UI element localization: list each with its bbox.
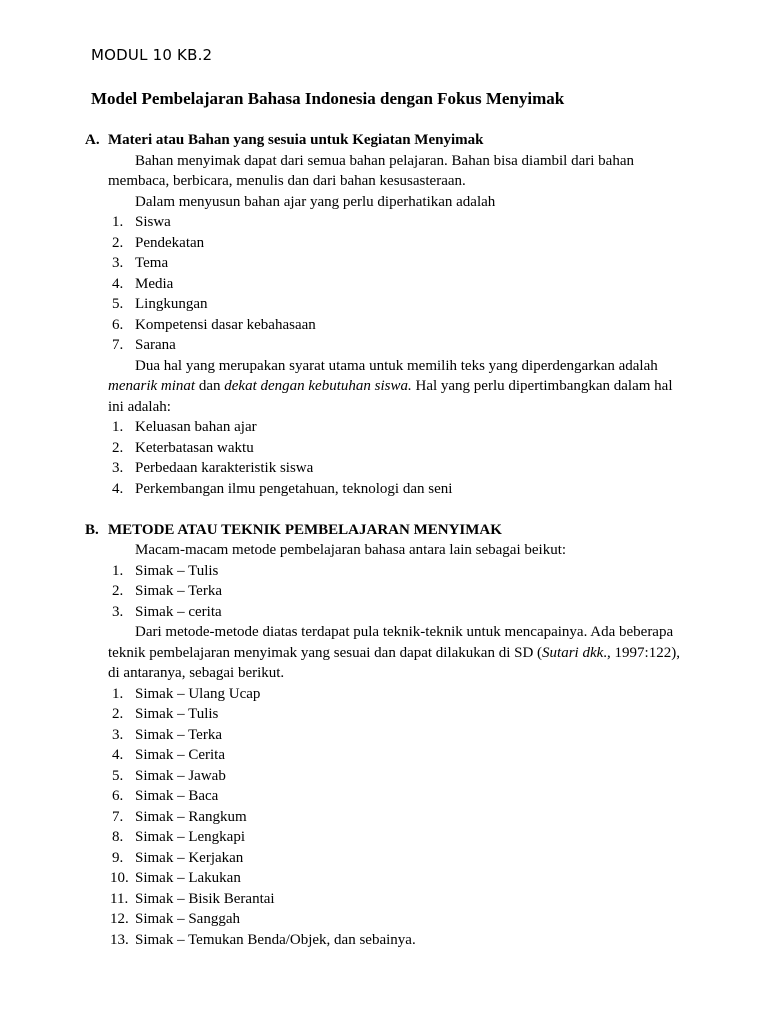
list-item-text: Tema <box>135 255 169 271</box>
list-item-text: Lingkungan <box>135 296 208 312</box>
list-item-number: 2. <box>112 706 124 722</box>
list-item-text: Simak – Kerjakan <box>135 849 244 866</box>
list-item <box>108 458 685 479</box>
list-item-text: Simak – Rangkum <box>135 808 247 825</box>
paragraph-text: Hal yang perlu dipertimbangkan dalam hal ini adalah: <box>108 378 673 415</box>
list-item-number: 1. <box>112 562 124 579</box>
page-title: Model Pembelajaran Bahasa Indonesia dengan Fokus Menyimak <box>91 89 565 108</box>
list-item-number: 3. <box>112 603 124 620</box>
list-item <box>108 827 685 848</box>
list-item <box>108 807 685 828</box>
list-item <box>108 233 685 254</box>
list-item-number: 1. <box>112 419 124 435</box>
list-item-text: Simak – Jawab <box>135 767 226 784</box>
list-item <box>108 786 685 807</box>
section-a <box>85 130 685 499</box>
list-item <box>108 581 685 602</box>
list-item-text: Simak – Baca <box>135 788 219 804</box>
emphasis-text: dekat dengan kebutuhan siswa. <box>224 378 412 394</box>
list-item-text: Simak – Ulang Ucap <box>135 685 261 702</box>
list-item-number: 6. <box>112 316 124 333</box>
list-item-number: 6. <box>112 788 124 804</box>
list-item-number: 3. <box>112 460 124 476</box>
list-item-text: Simak – Temukan Benda/Objek, dan sebainya. <box>135 931 416 948</box>
list-item-text: Keterbatasan waktu <box>135 439 254 456</box>
list-item-number: 1. <box>112 685 124 702</box>
list-item-number: 8. <box>112 829 124 845</box>
section-a-paragraph-2: Dalam menyusun bahan ajar yang perlu diperhatikan adalah <box>135 193 496 210</box>
list-item <box>108 725 685 746</box>
list-item <box>108 909 685 930</box>
list-item-text: Simak – Cerita <box>135 747 225 763</box>
list-item-text: Siswa <box>135 214 171 230</box>
list-item <box>108 212 685 233</box>
paragraph-text: Dari metode-metode diatas terdapat pula teknik-teknik untuk mencapainya. Ada beberapa teknik pembelajaran menyimak yang sesuai dan dapat dilakukan di SD ( <box>108 624 674 661</box>
section-a-paragraph-3 <box>108 356 685 418</box>
list-item-text: Simak – Tulis <box>135 562 219 579</box>
section-b-list-1 <box>108 561 685 623</box>
list-item-text: Simak – Lakukan <box>135 870 241 886</box>
list-item-text: Perbedaan karakteristik siswa <box>135 460 314 476</box>
list-item-text: Keluasan bahan ajar <box>135 419 257 435</box>
list-item-text: Perkembangan ilmu pengetahuan, teknologi dan seni <box>135 480 453 497</box>
section-a-heading <box>85 130 685 151</box>
list-item-number: 2. <box>112 439 124 456</box>
module-label: MODUL 10 KB.2 <box>91 46 213 64</box>
list-item <box>108 561 685 582</box>
list-item-number: 4. <box>112 747 124 763</box>
list-item <box>108 766 685 787</box>
list-item <box>108 684 685 705</box>
list-item <box>108 438 685 459</box>
list-item-number: 7. <box>112 808 124 825</box>
document-body <box>85 130 685 950</box>
list-item-text: Pendekatan <box>135 234 205 251</box>
list-item-number: 4. <box>112 480 124 497</box>
section-a-list-2 <box>108 417 685 499</box>
list-item-number: 1. <box>112 214 124 230</box>
list-item-text: Simak – Terka <box>135 583 222 599</box>
list-item <box>108 479 685 500</box>
list-item-number: 3. <box>112 255 124 271</box>
list-item-text: Sarana <box>135 337 176 353</box>
list-item <box>108 704 685 725</box>
section-b <box>85 520 685 951</box>
list-item-number: 5. <box>112 767 124 784</box>
list-item-number: 5. <box>112 296 124 312</box>
section-a-title: Materi atau Bahan yang sesuia untuk Kegiatan Menyimak <box>108 132 484 148</box>
section-b-heading <box>85 520 685 541</box>
list-item-number: 3. <box>112 726 124 743</box>
list-item-number: 4. <box>112 275 124 292</box>
list-item <box>108 602 685 623</box>
emphasis-text: Sutari dkk <box>542 644 604 661</box>
section-a-paragraph-1: Bahan menyimak dapat dari semua bahan pelajaran. Bahan bisa diambil dari bahan membaca, berbicara, menulis dan dari bahan kesusasteraan. <box>108 152 634 189</box>
list-item-number: 2. <box>112 234 124 251</box>
paragraph-text: Dua hal yang merupakan syarat utama untuk memilih teks yang diperdengarkan adalah <box>135 357 658 374</box>
list-item <box>108 930 685 951</box>
list-item <box>108 868 685 889</box>
section-a-letter: A. <box>85 132 100 148</box>
list-item-text: Kompetensi dasar kebahasaan <box>135 316 316 333</box>
list-item <box>108 745 685 766</box>
list-item-text: Simak – Lengkapi <box>135 829 245 845</box>
list-item <box>108 417 685 438</box>
list-item-number: 9. <box>112 849 124 866</box>
paragraph-text: ., 1997:122), di antaranya, sebagai berikut. <box>108 644 680 681</box>
list-item-number: 2. <box>112 583 124 599</box>
list-item <box>108 335 685 356</box>
list-item <box>108 294 685 315</box>
list-item-number: 10. <box>110 870 129 886</box>
list-item-text: Simak – cerita <box>135 603 222 620</box>
list-item <box>108 253 685 274</box>
section-a-list-1 <box>108 212 685 356</box>
section-b-paragraph-2 <box>108 622 685 684</box>
list-item-text: Simak – Tulis <box>135 706 219 722</box>
list-item-number: 12. <box>110 911 129 927</box>
list-item-number: 13. <box>110 931 129 948</box>
list-item-number: 7. <box>112 337 124 353</box>
list-item <box>108 889 685 910</box>
section-b-letter: B. <box>85 521 99 538</box>
section-b-list-2 <box>108 684 685 951</box>
list-item <box>108 315 685 336</box>
list-item-text: Simak – Bisik Berantai <box>135 890 275 907</box>
list-item-text: Media <box>135 275 174 292</box>
list-item-number: 11. <box>110 890 129 907</box>
list-item-text: Simak – Sanggah <box>135 911 240 927</box>
list-item-text: Simak – Terka <box>135 726 222 743</box>
emphasis-text: menarik minat <box>108 378 196 394</box>
paragraph-text: dan <box>195 378 225 394</box>
list-item <box>108 274 685 295</box>
section-b-paragraph-1: Macam-macam metode pembelajaran bahasa antara lain sebagai beikut: <box>135 542 567 558</box>
list-item <box>108 848 685 869</box>
section-b-title: METODE ATAU TEKNIK PEMBELAJARAN MENYIMAK <box>108 521 502 538</box>
